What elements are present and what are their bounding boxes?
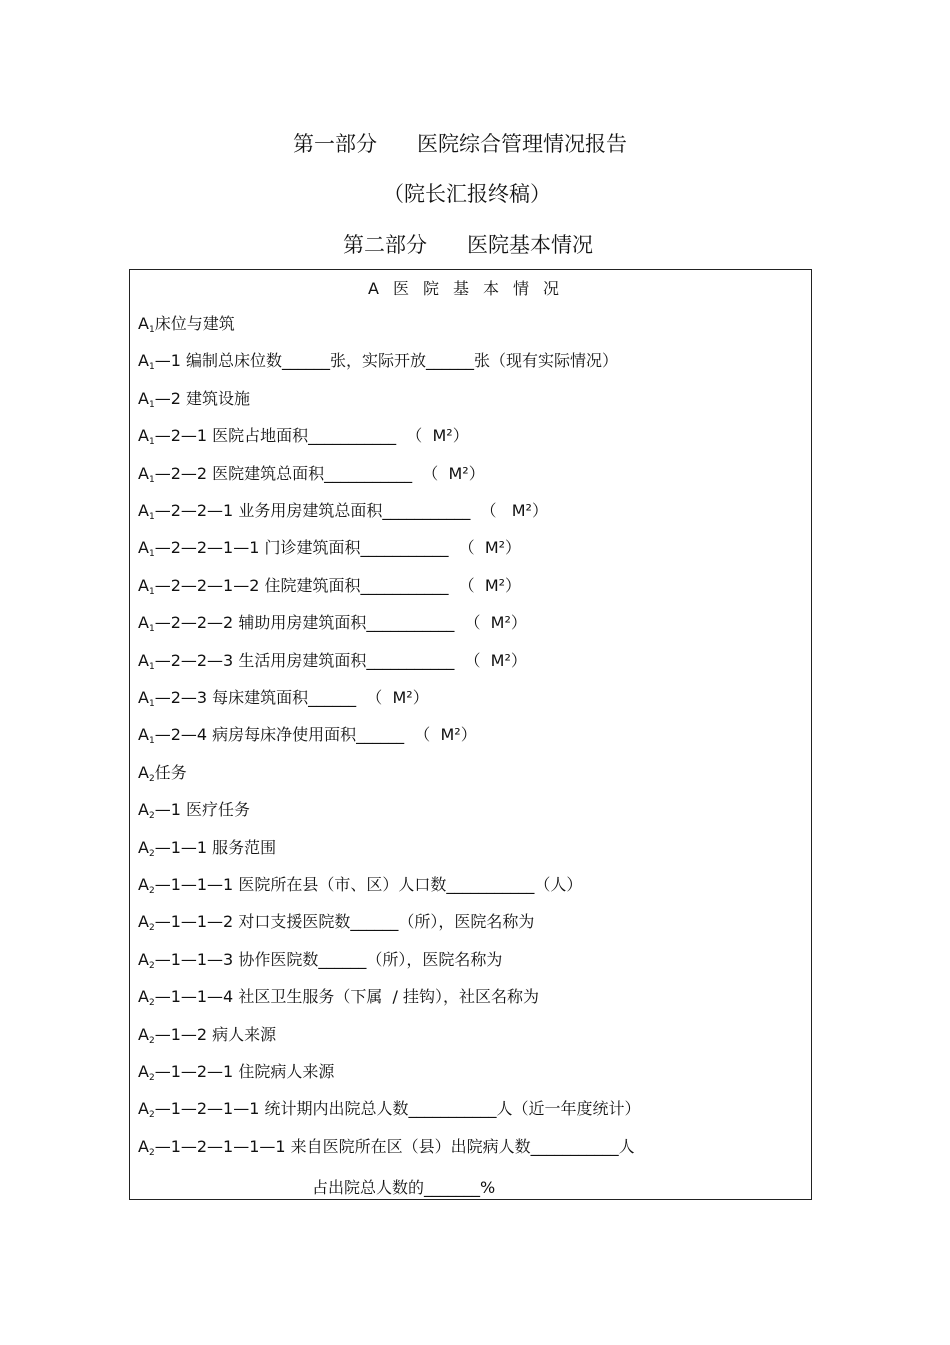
part1-title: 第一部分 医院综合管理情况报告 <box>292 132 628 156</box>
row-text: —1—1—4 社区卫生服务（下属 / 挂钩），社区名称为 <box>154 987 539 1007</box>
row-text: —1—1—3 协作医院数______（所），医院名称为 <box>154 949 503 969</box>
row-prefix-subscript: 2 <box>148 960 155 971</box>
row-prefix-subscript: 1 <box>148 661 155 672</box>
table-row <box>138 1061 334 1083</box>
row-prefix-subscript: 1 <box>148 399 155 410</box>
table-row <box>138 313 235 335</box>
row-prefix-subscript: 2 <box>148 1073 155 1083</box>
row-prefix: A <box>138 875 149 894</box>
row-prefix: A <box>138 1024 149 1044</box>
row-prefix-subscript: 2 <box>148 1035 155 1046</box>
row-prefix: A <box>138 538 149 558</box>
row-prefix: A <box>138 912 149 932</box>
row-text: 床位与建筑 <box>154 314 235 333</box>
table-row <box>138 837 276 859</box>
row-prefix: A <box>138 314 149 333</box>
table-row <box>138 575 521 597</box>
row-prefix: A <box>138 949 149 969</box>
row-prefix: A <box>138 837 149 857</box>
row-prefix: A <box>138 501 149 520</box>
row-text: —2—1 医院占地面积___________ （ M²） <box>154 426 469 446</box>
row-prefix: A <box>138 1099 149 1119</box>
table-row <box>138 1098 641 1120</box>
table-row <box>138 388 250 410</box>
part2-title: 第二部分 医院基本情况 <box>342 233 594 257</box>
row-prefix-subscript: 1 <box>148 362 155 373</box>
row-prefix-subscript: 1 <box>148 437 155 448</box>
row-text: 任务 <box>154 762 187 782</box>
row-text: —2—2—1—1 门诊建筑面积___________ （ M²） <box>154 538 522 558</box>
table-row <box>138 350 618 372</box>
table-row <box>138 911 534 933</box>
row-prefix: A <box>138 688 149 707</box>
basic-info-table <box>129 269 812 1200</box>
table-row <box>138 724 477 746</box>
row-prefix: A <box>138 426 149 446</box>
row-prefix: A <box>138 650 149 670</box>
table-tail-line: 占出院总人数的_______% <box>312 1178 496 1197</box>
row-prefix-subscript: 1 <box>148 624 155 635</box>
row-prefix-subscript: 1 <box>148 586 155 597</box>
row-prefix: A <box>138 725 149 745</box>
table-row <box>138 537 521 559</box>
row-prefix-subscript: 1 <box>148 736 155 747</box>
row-prefix: A <box>138 463 149 483</box>
row-text: —1—2—1—1—1 来自医院所在区（县）出院病人数___________人 <box>154 1136 635 1156</box>
row-text: —2—2 医院建筑总面积___________ （ M²） <box>154 463 485 483</box>
row-text: —2—2—1—2 住院建筑面积___________ （ M²） <box>154 575 522 595</box>
row-text: —1—1—1 医院所在县（市、区）人口数___________（人） <box>154 875 583 894</box>
table-row <box>138 799 250 821</box>
table-row <box>138 687 429 709</box>
row-text: —1—1—2 对口支援医院数______（所），医院名称为 <box>154 912 535 932</box>
table-row <box>138 650 527 672</box>
table-row <box>138 1136 635 1158</box>
table-row <box>138 1024 276 1046</box>
row-text: —2—2—1 业务用房建筑总面积___________ （ M²） <box>154 501 548 520</box>
row-text: —2—4 病房每床净使用面积______ （ M²） <box>154 725 477 745</box>
row-prefix-subscript: 2 <box>148 773 155 784</box>
row-prefix-subscript: 1 <box>148 549 155 560</box>
row-prefix-subscript: 2 <box>148 811 155 822</box>
table-row <box>138 463 485 485</box>
row-text: —2—3 每床建筑面积______ （ M²） <box>154 688 429 707</box>
table-row <box>138 874 582 896</box>
row-prefix: A <box>138 388 149 408</box>
row-prefix-subscript: 2 <box>148 998 155 1009</box>
table-header: A医院基本情况 <box>368 279 573 298</box>
row-prefix: A <box>138 1136 149 1156</box>
row-text: —2—2—3 生活用房建筑面积___________ （ M²） <box>154 650 527 670</box>
table-row <box>138 949 502 971</box>
row-prefix-subscript: 1 <box>148 325 155 335</box>
row-prefix-subscript: 2 <box>148 1147 155 1158</box>
table-row <box>138 986 539 1008</box>
row-text: —1 编制总床位数______张，实际开放______张（现有实际情况） <box>154 351 618 371</box>
row-prefix: A <box>138 762 149 782</box>
row-text: —1—2—1—1 统计期内出院总人数___________人（近一年度统计） <box>154 1099 641 1119</box>
table-row <box>138 612 527 634</box>
row-prefix-subscript: 2 <box>148 1110 155 1121</box>
row-text: —2 建筑设施 <box>154 388 250 408</box>
row-text: —2—2—2 辅助用房建筑面积___________ （ M²） <box>154 613 527 633</box>
row-text: —1—2 病人来源 <box>154 1024 277 1044</box>
row-text: —1—1 服务范围 <box>154 837 277 857</box>
row-prefix-subscript: 1 <box>148 512 155 522</box>
row-prefix: A <box>138 987 149 1007</box>
row-prefix: A <box>138 800 149 820</box>
row-prefix: A <box>138 575 149 595</box>
table-row <box>138 500 548 522</box>
table-row <box>138 425 469 447</box>
row-prefix: A <box>138 351 149 371</box>
table-row <box>138 762 187 784</box>
row-prefix-subscript: 2 <box>148 848 155 859</box>
row-prefix-subscript: 1 <box>148 474 155 485</box>
part1-subtitle: （院长汇报终稿） <box>383 182 551 206</box>
row-text: —1 医疗任务 <box>154 800 250 820</box>
row-prefix: A <box>138 613 149 633</box>
row-text: —1—2—1 住院病人来源 <box>154 1062 335 1081</box>
row-prefix-subscript: 2 <box>148 886 155 896</box>
row-prefix-subscript: 1 <box>148 699 155 709</box>
row-prefix-subscript: 2 <box>148 923 155 934</box>
row-prefix: A <box>138 1062 149 1081</box>
